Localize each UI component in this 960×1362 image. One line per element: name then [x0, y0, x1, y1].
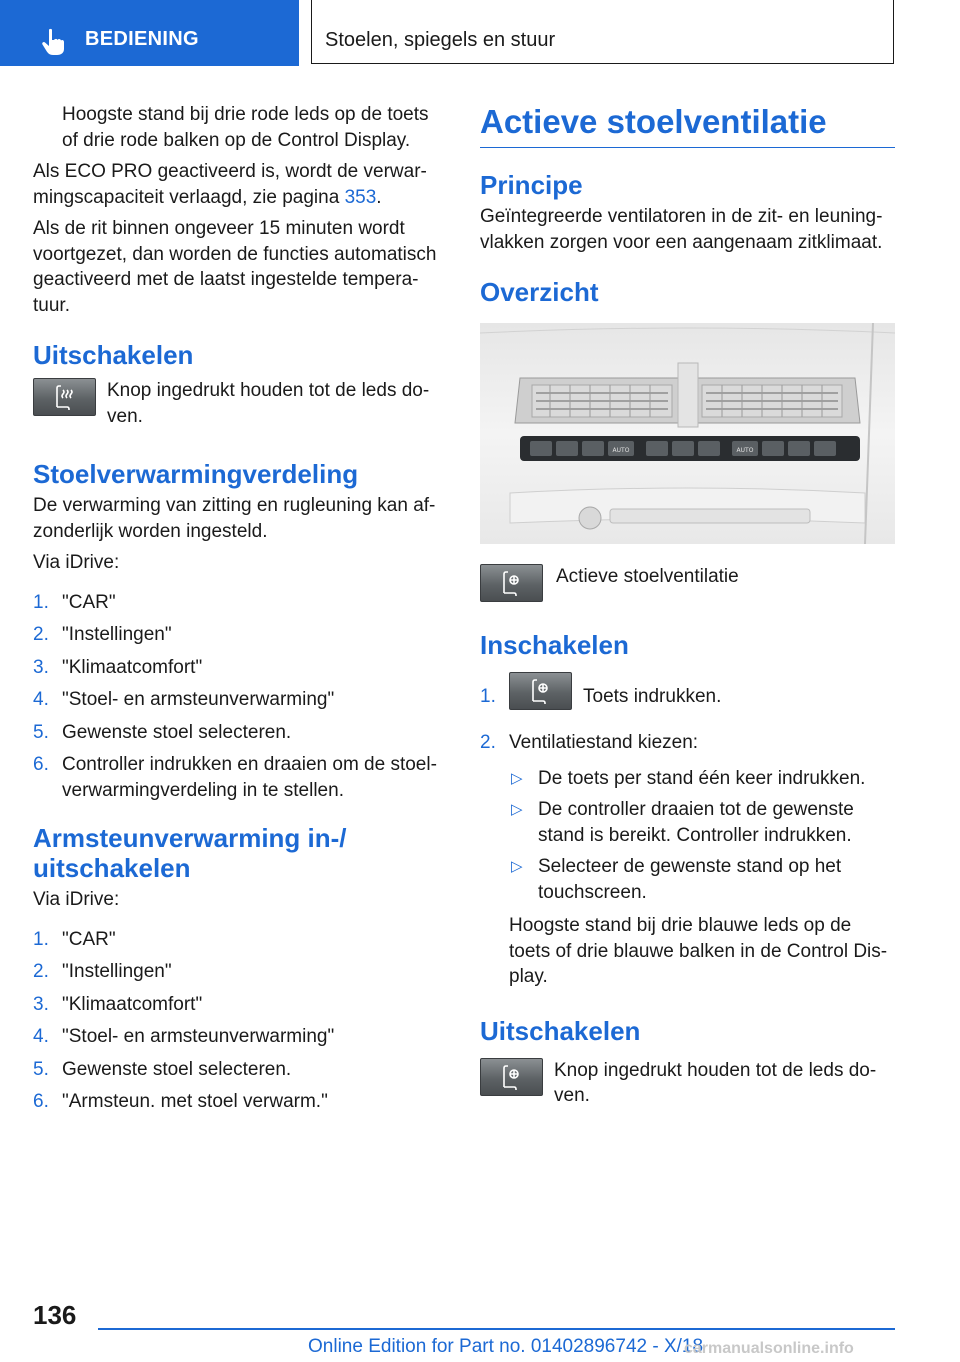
panel-auto-left: AUTO: [612, 447, 630, 454]
option-item: [509, 797, 895, 848]
watermark: carmanualsonline.info: [684, 1340, 854, 1357]
step-text: Gewenste stoel selecteren.: [62, 1058, 292, 1080]
step-number: 1.: [33, 591, 49, 613]
breadcrumb-label: Stoelen, spiegels en stuur: [325, 29, 556, 51]
step-number: 5.: [33, 721, 49, 743]
hand-pointer-icon: [40, 28, 66, 56]
principle-text: Geïntegreerde ventilatoren in de zit- en leuning-vlakken zorgen voor een aangenaam zitklimaat.: [480, 206, 883, 253]
armrest-step: [33, 927, 441, 953]
armrest-step: [33, 992, 441, 1018]
selection-options: [509, 766, 895, 906]
off-heading-right: Uitschakelen: [480, 1015, 641, 1046]
armrest-via: Via iDrive:: [33, 889, 120, 910]
caption-row: [480, 564, 895, 602]
step-text: "Klimaatcomfort": [62, 656, 203, 678]
step-number: 3.: [33, 656, 49, 678]
page-number: 136: [33, 1300, 77, 1330]
step-text: Gewenste stoel selecteren.: [62, 721, 292, 743]
step-text: "CAR": [62, 928, 116, 950]
max-level-text: Hoogste stand bij drie blauwe leds op de toets of drie blauwe balken in de Control Dis-play.: [509, 915, 888, 987]
step-number: 2.: [33, 961, 49, 982]
left-column: [33, 102, 441, 1122]
breadcrumb: [311, 0, 894, 64]
triangle-bullet-icon: ▷: [511, 858, 523, 875]
seat-heating-icon: [53, 384, 79, 412]
triangle-bullet-icon: ▷: [511, 801, 523, 818]
triangle-bullet-icon: ▷: [511, 769, 523, 787]
seat-ventilation-key-icon: [480, 1058, 543, 1096]
panel-auto-right: AUTO: [736, 447, 754, 454]
step-number: 1.: [33, 928, 49, 950]
off-heading: Uitschakelen: [33, 340, 194, 370]
seat-heating-key-icon: [33, 378, 96, 416]
step-number: 2.: [33, 624, 49, 645]
step-text: "Instellingen": [62, 624, 172, 645]
option-item: [509, 854, 895, 905]
armrest-steps: [33, 927, 441, 1115]
distribution-steps: [33, 590, 441, 804]
armrest-step: [33, 1024, 441, 1050]
step-text: Toets indrukken.: [583, 686, 722, 707]
option-text: De controller draaien tot de gewenste stand is bereikt. Controller indrukken.: [538, 799, 854, 846]
step-text: Ventilatiestand kiezen:: [509, 732, 699, 753]
step-text: Controller indrukken en draaien om de stoel-verwarmingverdeling in te stellen.: [62, 754, 437, 801]
distribution-step: [33, 752, 441, 803]
principle-heading: Principe: [480, 170, 583, 200]
step-text: "Armsteun. met stoel verwarm.": [62, 1091, 328, 1112]
photo-caption: Actieve stoelventilatie: [556, 566, 739, 587]
on-step-2: [480, 730, 895, 990]
off-text: Knop ingedrukt houden tot de leds do-ven.: [107, 380, 430, 427]
footer-divider: [98, 1328, 895, 1330]
right-column: [480, 102, 895, 1109]
step-text: "Stoel- en armsteunverwarming": [62, 1026, 335, 1047]
step-number: 1.: [480, 686, 496, 707]
option-text: De toets per stand één keer indrukken.: [538, 767, 866, 789]
step-text: "Klimaatcomfort": [62, 993, 203, 1015]
resume-paragraph: Als de rit binnen ongeveer 15 minuten wordt voortgezet, dan worden de functies automatisch geactiveerd met de laatst ingestelde tempera-tuur.: [33, 218, 437, 316]
edition-footer: Online Edition for Part no. 01402896742 - X/18: [308, 1336, 704, 1357]
armrest-step: [33, 1089, 441, 1115]
eco-text: Als ECO PRO geactiveerd is, wordt de verwar-mingscapaciteit verlaagd, zie pagina: [33, 161, 427, 208]
distribution-heading: Stoelverwarmingverdeling: [33, 459, 359, 489]
dashboard-photo: [480, 323, 895, 544]
eco-period: .: [376, 186, 382, 208]
on-step-1: [480, 672, 895, 718]
seat-ventilation-icon: [500, 570, 526, 598]
seat-ventilation-key-icon: [509, 672, 572, 710]
step-text: "CAR": [62, 591, 116, 613]
armrest-step: [33, 959, 441, 985]
option-item: [509, 766, 895, 792]
distribution-text: De verwarming van zitting en rugleuning kan af-zonderlijk worden ingesteld.: [33, 495, 436, 542]
step-text: "Instellingen": [62, 961, 172, 982]
step-number: 4.: [33, 689, 49, 710]
eco-paragraph: [33, 159, 441, 210]
section-title: Actieve stoelventilatie: [480, 102, 895, 148]
seat-ventilation-icon: [529, 678, 555, 706]
step-number: 5.: [33, 1058, 49, 1080]
seat-ventilation-key-icon: [480, 564, 543, 602]
step-text: "Stoel- en armsteunverwarming": [62, 689, 335, 710]
distribution-step: [33, 622, 441, 648]
distribution-via: Via iDrive:: [33, 552, 120, 573]
intro-paragraph: Hoogste stand bij drie rode leds op de toets of drie rode balken op de Control Display.: [62, 104, 429, 151]
distribution-step: [33, 720, 441, 746]
step-number: 2.: [480, 732, 496, 753]
page-link[interactable]: 353: [344, 186, 377, 208]
off-row: [33, 378, 441, 429]
step-number: 6.: [33, 1091, 49, 1112]
on-heading: Inschakelen: [480, 630, 629, 660]
overview-heading: Overzicht: [480, 277, 599, 307]
distribution-step: [33, 590, 441, 616]
vent-panel-illustration: [480, 323, 895, 544]
section-tab: [0, 0, 299, 66]
step-number: 3.: [33, 993, 49, 1015]
distribution-step: [33, 687, 441, 713]
off-row-right: [480, 1058, 895, 1109]
armrest-step: [33, 1057, 441, 1083]
option-text: Selecteer de gewenste stand op het touchscreen.: [538, 856, 842, 903]
seat-ventilation-icon: [500, 1064, 526, 1092]
step-number: 4.: [33, 1026, 49, 1047]
step-number: 6.: [33, 754, 49, 775]
distribution-step: [33, 655, 441, 681]
off-text-right: Knop ingedrukt houden tot de leds do-ven.: [554, 1059, 877, 1106]
section-tab-label: BEDIENING: [85, 28, 199, 50]
armrest-heading: Armsteunverwarming in-/ uitschakelen: [33, 823, 347, 883]
